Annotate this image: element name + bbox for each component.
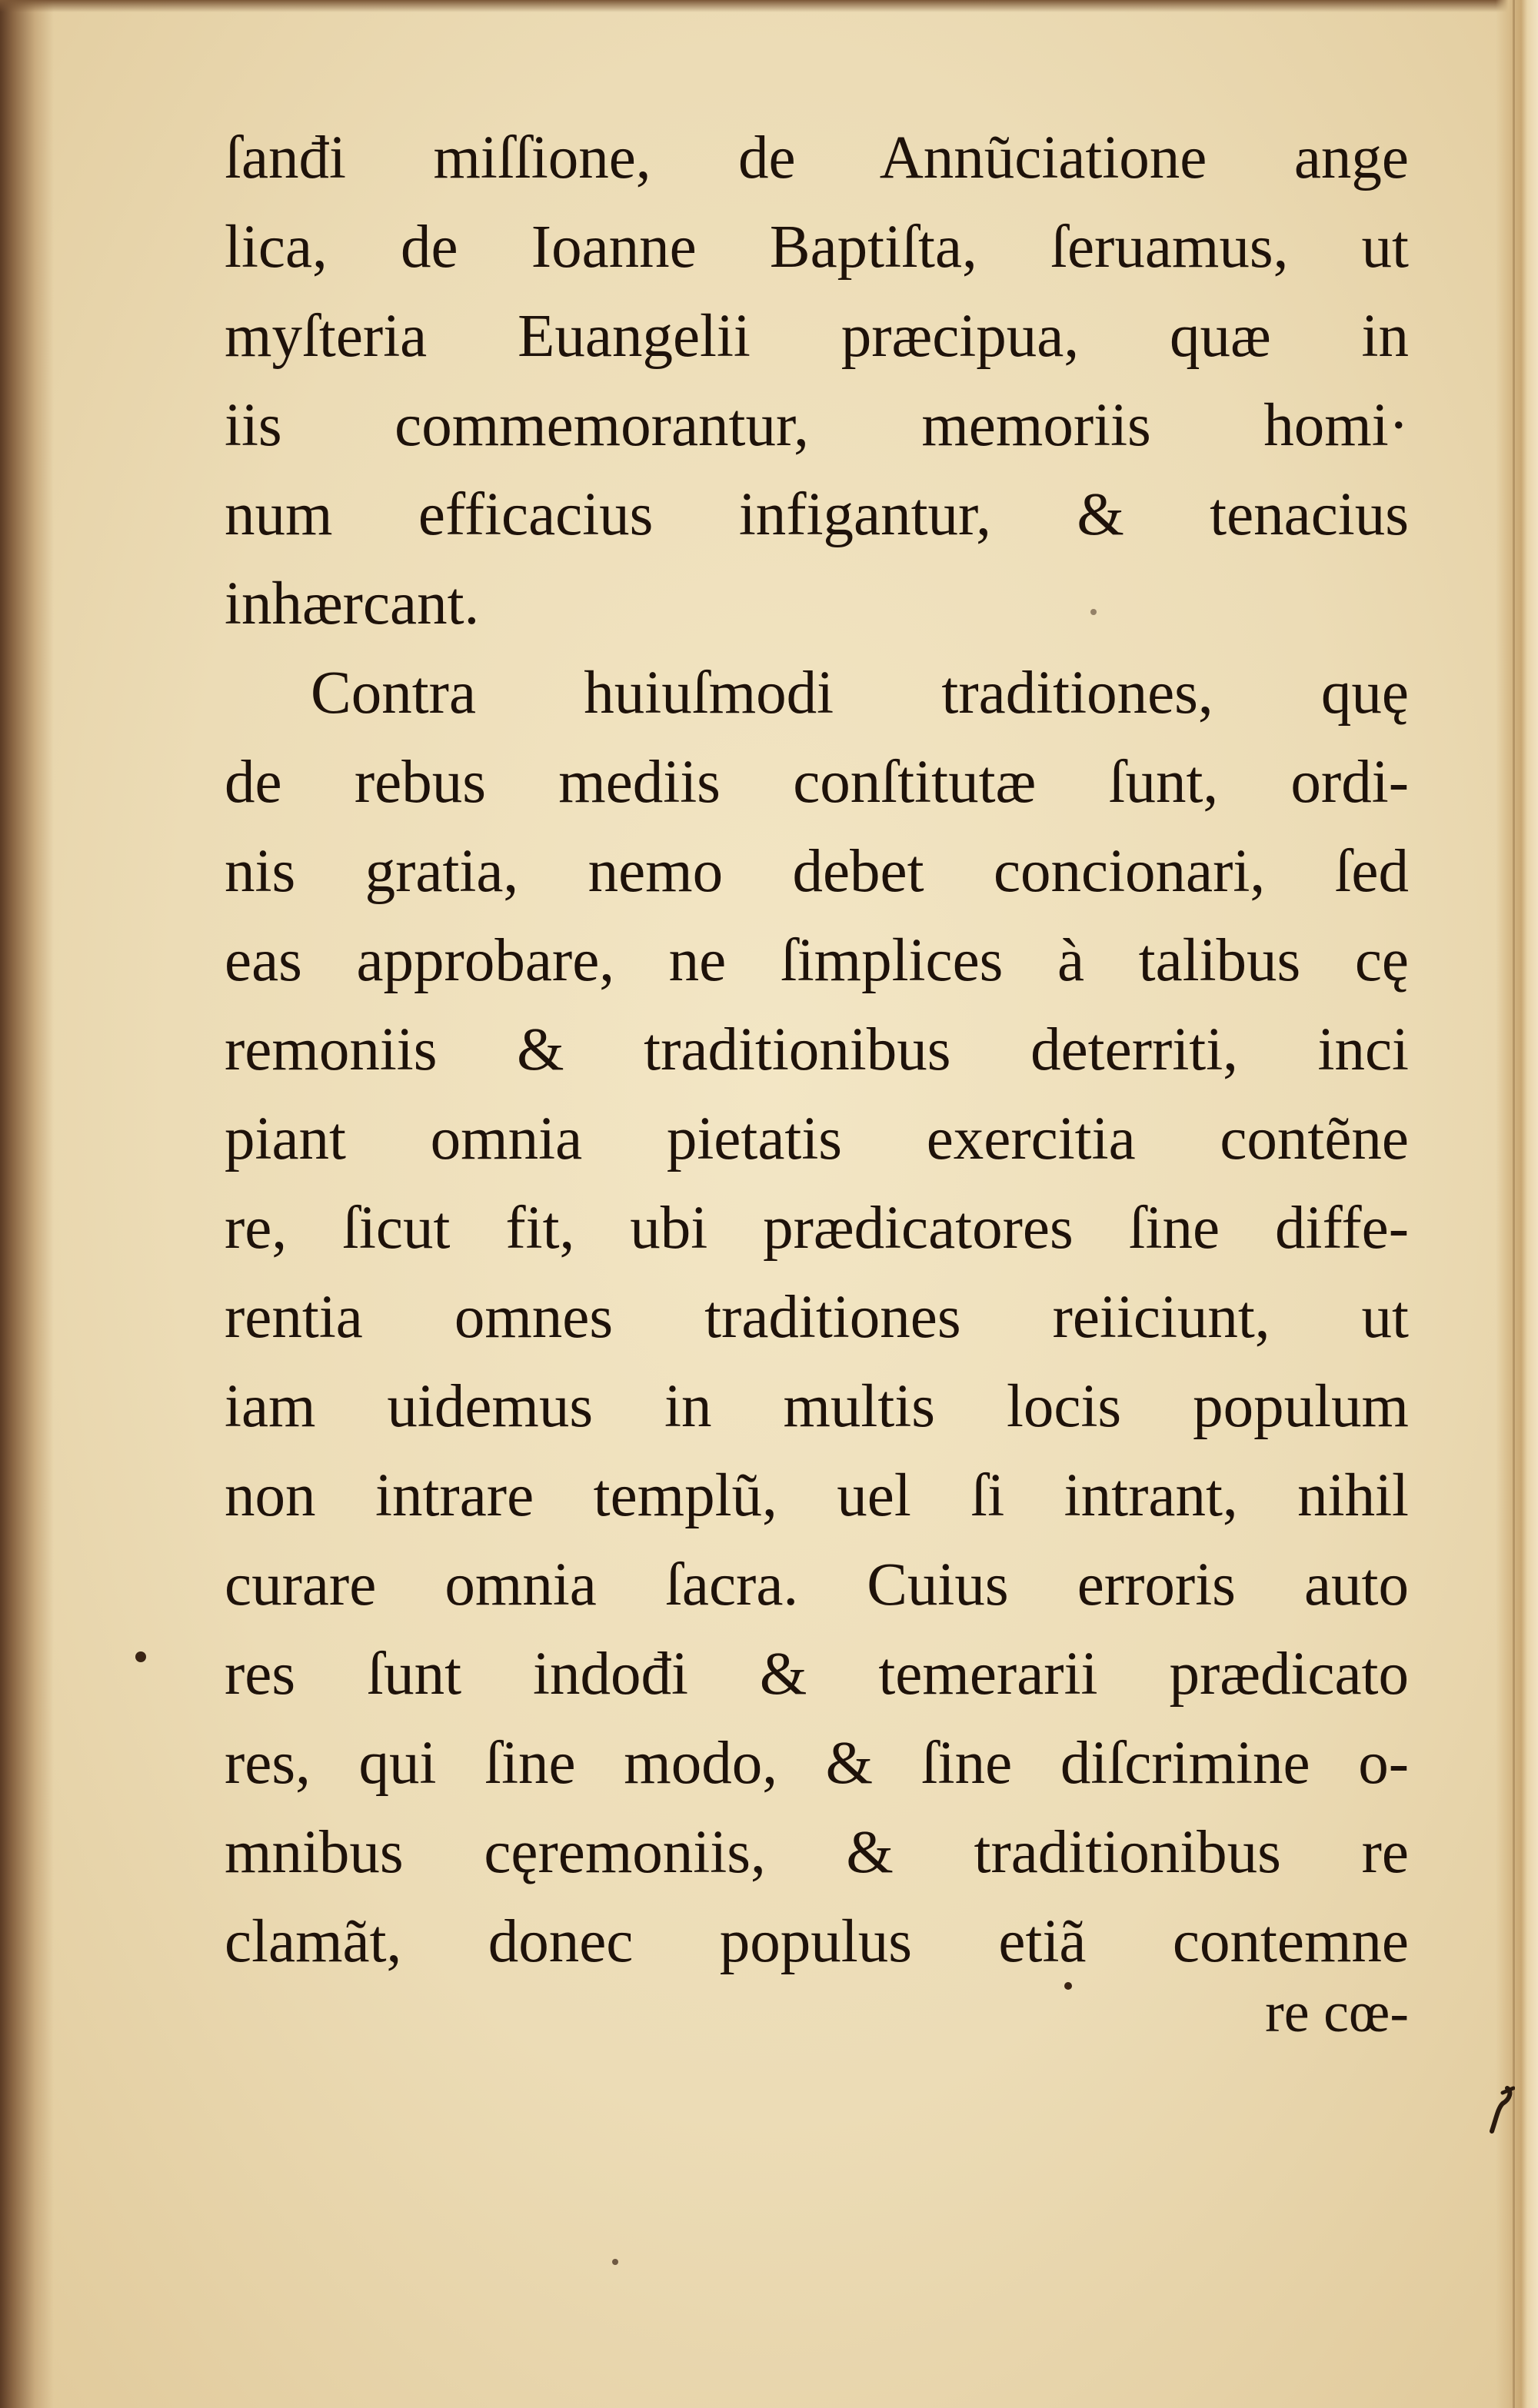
text-line: de rebus mediis conſtitutæ ſunt, ordi- (225, 749, 1409, 816)
text-line: inhærcant. (225, 570, 480, 637)
text-line: curare omnia ſacra. Cuius erroris auto (225, 1552, 1409, 1618)
text-line: num efficacius infigantur, & tenacius (225, 481, 1409, 548)
text-block (225, 114, 1409, 1987)
ink-speck (1090, 609, 1097, 615)
binding-shadow (0, 0, 54, 2408)
text-line: re, ſicut fit, ubi prædicatores ſine diffe- (225, 1195, 1409, 1262)
text-line: myſteria Euangelii præcipua, quæ in (225, 303, 1409, 370)
page-fore-edge (1496, 0, 1538, 2408)
text-line: rentia omnes traditiones reiiciunt, ut (225, 1284, 1409, 1351)
text-line: nis gratia, nemo debet concionari, ſed (225, 838, 1409, 905)
ink-stroke-mark (1484, 2085, 1515, 2139)
ink-speck (135, 1651, 146, 1662)
text-line: ſanđi miſſione, de Annũciatione ange (225, 125, 1409, 191)
text-line: non intrare templũ, uel ſi intrant, nihil (225, 1462, 1409, 1529)
paragraph-first-line: Contra huiuſmodi traditiones, quę (311, 660, 1409, 727)
text-line: remoniis & traditionibus deterriti, inci (225, 1016, 1409, 1083)
text-line: eas approbare, ne ſimplices à talibus cę (225, 927, 1409, 994)
text-line: iam uidemus in multis locis populum (225, 1373, 1409, 1440)
ink-speck (1064, 1982, 1072, 1990)
text-line: mnibus cęremoniis, & traditionibus re (225, 1819, 1409, 1886)
top-edge-shadow (0, 0, 1538, 12)
ink-speck (612, 2259, 618, 2265)
text-line: res, qui ſine modo, & ſine diſcrimine o- (225, 1730, 1409, 1797)
text-line: piant omnia pietatis exercitia contẽne (225, 1106, 1409, 1172)
text-line: clamãt, donec populus etiã contemne (225, 1908, 1409, 1975)
text-line: iis commemorantur, memoriis homi· (225, 392, 1409, 459)
catchword: re cœ- (1265, 1981, 1409, 2044)
text-line: res ſunt indođi & temerarii prædicato (225, 1641, 1409, 1708)
text-line: lica, de Ioanne Baptiſta, ſeruamus, ut (225, 214, 1409, 281)
